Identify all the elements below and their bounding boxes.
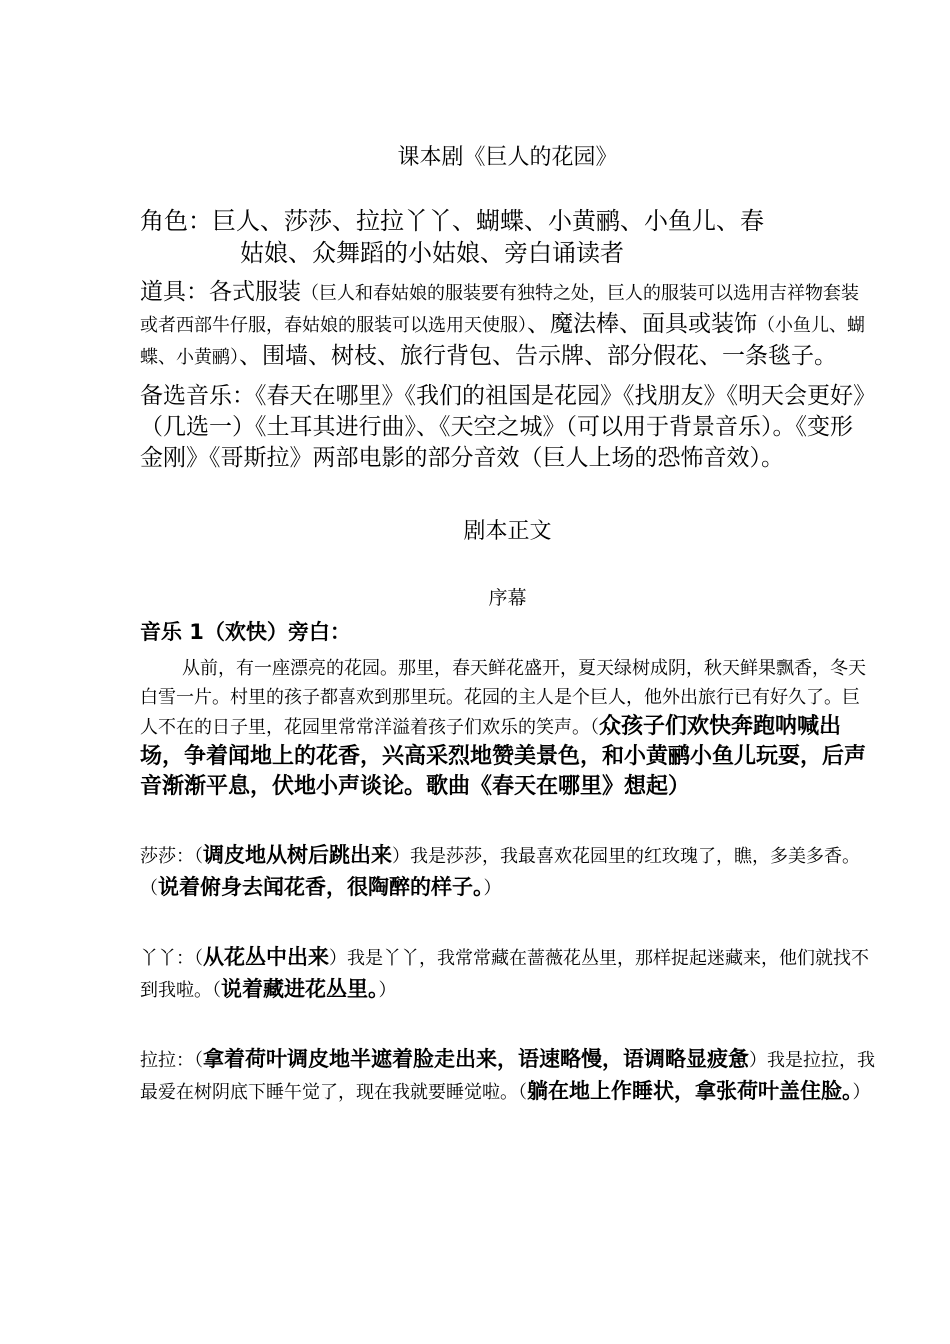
dialogue-line bbox=[140, 942, 875, 1006]
dialogue-speech: 我是莎莎，我最喜欢花园里的红玫瑰了，瞧，多美多香。 bbox=[410, 846, 860, 867]
props-paragraph bbox=[140, 277, 875, 373]
stage-direction: 从花丛中出来 bbox=[203, 945, 329, 969]
paren-open: （ bbox=[212, 980, 221, 1001]
paren-open: （ bbox=[590, 717, 599, 738]
document-title: 课本剧《巨人的花园》 bbox=[397, 145, 618, 170]
roles-line-2: 姑娘、众舞蹈的小姑娘、旁白诵读者 bbox=[240, 239, 624, 267]
props-separator: 、 bbox=[239, 343, 262, 369]
paren-close: ） bbox=[378, 980, 397, 1001]
props-item-scenery: 围墙、树枝、旅行背包、告示牌、部分假花、一条毯子。 bbox=[262, 343, 837, 369]
section-title: 剧本正文 bbox=[463, 519, 552, 544]
dialogue-line bbox=[140, 840, 875, 904]
dialogue-speech: 我是丫丫，我常常藏在蔷薇花丛里，那样捉起迷藏来，他们就找不到我啦。 bbox=[140, 948, 869, 1001]
roles-paragraph bbox=[140, 205, 875, 269]
narration-text: 从前，有一座漂亮的花园。那里，春天鲜花盛开，夏天绿树成阴，秋天鲜果飘香，冬天白雪一片。村里的孩子都喜欢到那里玩。花园的主人是个巨人，他外出旅行已有好久了。巨人不在的日子里，花园里常常洋溢着孩子们欢乐的笑声。 bbox=[140, 658, 866, 738]
props-item-wand-masks: 魔法棒、面具或装饰 bbox=[550, 311, 757, 337]
narration-heading: 音乐 1（欢快）旁白： bbox=[140, 620, 351, 644]
dialogue-speaker: 莎莎： bbox=[140, 846, 194, 867]
props-note-masks: （小鱼儿、蝴蝶、小黄鹂） bbox=[140, 315, 865, 368]
stage-direction: 拿着荷叶调皮地半遮着脸走出来，语速略慢，语调略显疲惫 bbox=[203, 1047, 749, 1071]
props-separator: 、 bbox=[527, 311, 550, 337]
stage-direction: 说着俯身去闻花香，很陶醉的样子。 bbox=[158, 875, 484, 899]
props-label: 道具： bbox=[140, 279, 209, 305]
paren-close: ） bbox=[329, 948, 347, 969]
props-note-costumes: （巨人和春姑娘的服装要有独特之处，巨人的服装可以选用吉祥物套装或者西部牛仔服，春姑娘的服装可以选用天使服） bbox=[140, 283, 859, 336]
dialogue-speaker: 丫丫： bbox=[140, 948, 194, 969]
paren-open: （ bbox=[518, 1082, 527, 1103]
paren-open: （ bbox=[194, 948, 203, 969]
music-paragraph: 备选音乐：《春天在哪里》《我们的祖国是花园》《找朋友》《明天会更好》（几选一）《土耳其进行曲》、《天空之城》（可以用于背景音乐）。《变形金刚》《哥斯拉》两部电影的部分音效（巨人上场的恐怖音效）。 bbox=[140, 383, 865, 471]
paren-close: ） bbox=[749, 1050, 767, 1071]
roles-label: 角色： bbox=[140, 207, 212, 235]
paren-close: ） bbox=[852, 1082, 871, 1103]
paren-close: ） bbox=[668, 774, 691, 799]
document-page bbox=[140, 130, 875, 1108]
narration-stage-direction: 众孩子们欢快奔跑呐喊出场，争着闻地上的花香，兴高采烈地赞美景色，和小黄鹂小鱼儿玩耍，后声音渐渐平息，伏地小声谈论。歌曲《春天在哪里》想起 bbox=[140, 714, 867, 799]
roles-line-1: 巨人、莎莎、拉拉丫丫、蝴蝶、小黄鹂、小鱼儿、春 bbox=[212, 207, 764, 235]
paren-open: （ bbox=[140, 878, 158, 899]
paren-close: ） bbox=[483, 878, 502, 899]
narration-paragraph bbox=[140, 654, 875, 802]
stage-direction: 调皮地从树后跳出来 bbox=[203, 843, 392, 867]
act-title: 序幕 bbox=[488, 587, 527, 609]
stage-direction: 说着藏进花丛里。 bbox=[221, 977, 379, 1001]
dialogue-speaker: 拉拉： bbox=[140, 1050, 194, 1071]
dialogue-line bbox=[140, 1044, 875, 1108]
paren-close: ） bbox=[392, 846, 410, 867]
paren-open: （ bbox=[194, 1050, 203, 1071]
stage-direction: 躺在地上作睡状，拿张荷叶盖住脸。 bbox=[527, 1079, 853, 1103]
dialogue-speech: 我是拉拉，我最爱在树阴底下睡午觉了，现在我就要睡觉啦。 bbox=[140, 1050, 875, 1103]
paren-open: （ bbox=[194, 846, 203, 867]
props-item-costumes: 各式服装 bbox=[209, 279, 301, 305]
